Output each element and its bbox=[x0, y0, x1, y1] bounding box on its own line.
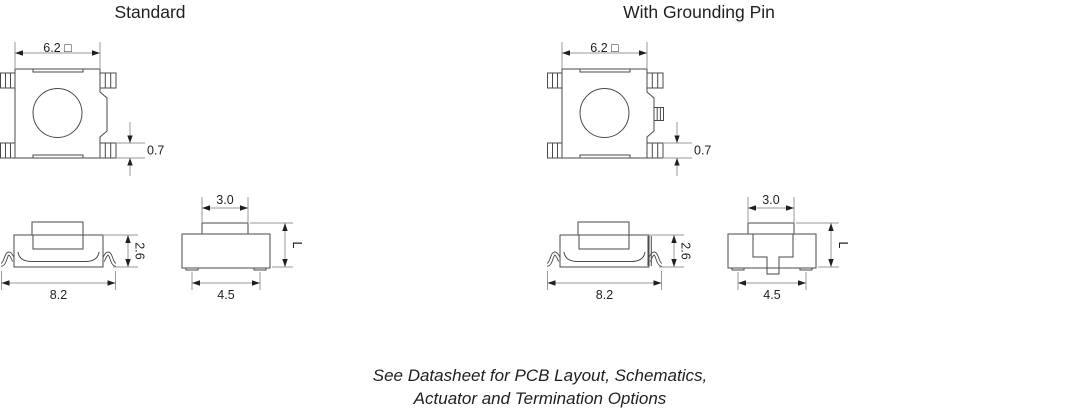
footer-note bbox=[290, 364, 790, 410]
footer-note-line2: Actuator and Termination Options bbox=[413, 389, 667, 408]
dimension-label-actuator-width: 3.0 bbox=[216, 193, 234, 207]
switch-body-front bbox=[182, 223, 270, 270]
standard-front-view bbox=[178, 188, 312, 305]
grounding-top-view bbox=[540, 36, 725, 178]
dimension-label-body-height: 2.6 bbox=[678, 242, 693, 260]
footer-note-line1: See Datasheet for PCB Layout, Schematics, bbox=[372, 366, 708, 385]
lead-bottom-right bbox=[100, 143, 116, 158]
dimension-label-body-width: 6.2 □ bbox=[43, 41, 72, 55]
grounding-pin-top bbox=[654, 108, 664, 121]
dimension-label-overall-height: L bbox=[290, 241, 304, 249]
lead-bottom-left bbox=[1, 143, 16, 158]
grounding-pin-side bbox=[648, 236, 651, 266]
standard-top-view bbox=[0, 36, 170, 178]
dimension-label-lead-span: 4.5 bbox=[763, 288, 781, 302]
lead-top-left bbox=[1, 73, 16, 88]
dimension-label-lead-span: 4.5 bbox=[217, 288, 235, 302]
dimension-label-base-width: 8.2 bbox=[49, 288, 68, 302]
dimension-label-lead-height: 0.7 bbox=[147, 143, 165, 158]
actuator-base bbox=[33, 235, 83, 249]
switch-body-side bbox=[1, 222, 116, 267]
actuator-circle bbox=[33, 89, 82, 138]
actuator-button bbox=[202, 223, 248, 234]
body-outline bbox=[182, 234, 270, 268]
dimension-label-overall-height: L bbox=[836, 241, 850, 249]
lead-top-right bbox=[100, 73, 116, 88]
dimension-label-lead-height: 0.7 bbox=[694, 143, 712, 158]
cover-tab-bottom bbox=[33, 155, 83, 158]
cover-tab-top bbox=[33, 69, 83, 72]
grounding-side-view bbox=[540, 215, 698, 305]
grounding-column-title: With Grounding Pin bbox=[623, 2, 775, 22]
dimension-label-body-height: 2.6 bbox=[132, 242, 147, 260]
standard-column-title: Standard bbox=[114, 2, 186, 22]
dimension-label-body-width: 6.2 □ bbox=[590, 41, 619, 55]
actuator-button bbox=[32, 222, 83, 235]
switch-body-top bbox=[1, 69, 117, 158]
dimension-label-base-width: 8.2 bbox=[595, 288, 614, 302]
dimension-label-actuator-width: 3.0 bbox=[762, 193, 780, 207]
standard-side-view bbox=[0, 215, 152, 305]
grounding-front-view bbox=[712, 188, 864, 305]
